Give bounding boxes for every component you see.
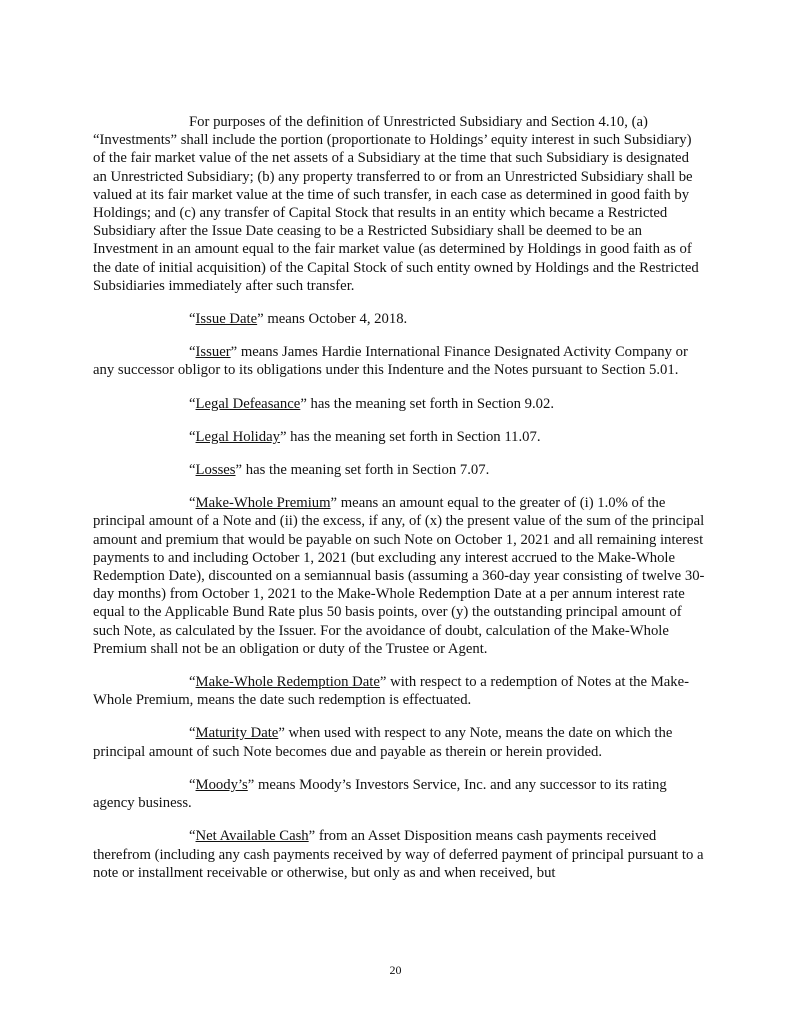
definition-text: has the meaning set forth in Section 7.07. <box>242 462 490 479</box>
defined-term: Issuer <box>195 344 231 361</box>
definition-issue-date <box>93 310 705 328</box>
definition-text: means James Hardie International Finance Designated Activity Company or any successor obligor to its obligations under this Indenture and the Notes pursuant to Section 5.01. <box>93 344 688 379</box>
quote-open: “ <box>189 776 196 793</box>
definition-text: has the meaning set forth in Section 9.02. <box>306 395 555 412</box>
quote-close: ” <box>300 395 307 412</box>
quote-close: ” <box>235 462 243 479</box>
definition-legal-defeasance <box>93 395 705 413</box>
quote-open: “ <box>189 828 196 845</box>
definition-text: has the meaning set forth in Section 11.07. <box>286 428 541 445</box>
quote-close: ” <box>308 828 316 845</box>
quote-open: “ <box>189 311 196 328</box>
quote-open: “ <box>189 462 196 479</box>
definition-losses <box>93 461 705 479</box>
quote-open: “ <box>189 428 196 445</box>
defined-term: Losses <box>195 462 236 479</box>
quote-close: ” <box>230 344 238 361</box>
definition-moodys <box>93 776 705 812</box>
quote-close: ” <box>247 776 255 793</box>
defined-term: Legal Holiday <box>195 428 280 445</box>
quote-close: ” <box>279 428 287 445</box>
definition-text: from an Asset Disposition means cash payments received therefrom (including any cash payments received by way of deferred payment of principal pursuant to a note or installment receivable or otherwise, but only as and when received, but <box>93 828 704 881</box>
definition-make-whole-redemption-date <box>93 673 705 709</box>
quote-open: “ <box>189 395 196 412</box>
definition-maturity-date <box>93 724 705 760</box>
defined-term: Legal Defeasance <box>195 395 301 412</box>
page-number: 20 <box>389 963 402 977</box>
defined-term: Issue Date <box>195 311 258 328</box>
defined-term: Maturity Date <box>195 725 279 742</box>
definition-make-whole-premium <box>93 494 705 658</box>
defined-term: Moody’s <box>195 776 248 793</box>
paragraph-investments <box>93 113 705 295</box>
quote-close: ” <box>257 311 264 328</box>
definition-text: means an amount equal to the greater of (i) 1.0% of the principal amount of a Note and (ii) the excess, if any, of (x) the present value of the sum of the principal amount and premium that would be payable on such Note on October 1, 2021 and all remaining interest payments to and including October 1, 2021 (but excluding any interest accrued to the Make-Whole Redemption Date), discounted on a semiannual basis (assuming a 360-day year consisting of twelve 30-day months) from October 1, 2021 to the Make-Whole Redemption Date at a per annum interest rate equal to the Applicable Bund Rate plus 50 basis points, over (y) the outstanding principal amount of such Note, as calculated by the Issuer. For the avoidance of doubt, calculation of the Make-Whole Premium shall not be an obligation or duty of the Trustee or Agent. <box>93 495 705 657</box>
definition-net-available-cash <box>93 827 705 882</box>
quote-open: “ <box>189 344 196 361</box>
document-page <box>93 113 705 897</box>
definition-legal-holiday <box>93 428 705 446</box>
defined-term: Net Available Cash <box>195 828 309 845</box>
defined-term: Make-Whole Premium <box>195 495 331 512</box>
quote-close: ” <box>379 674 387 691</box>
quote-open: “ <box>189 725 196 742</box>
definition-issuer <box>93 343 705 379</box>
quote-close: ” <box>330 495 338 512</box>
definition-text: means Moody’s Investors Service, Inc. and any successor to its rating agency business. <box>93 776 667 812</box>
definition-text: when used with respect to any Note, means the date on which the principal amount of such Note becomes due and payable as therein or herein provided. <box>93 725 673 760</box>
defined-term: Make-Whole Redemption Date <box>195 674 380 691</box>
quote-close: ” <box>278 725 285 742</box>
definition-text: with respect to a redemption of Notes at the Make-Whole Premium, means the date such redemption is effectuated. <box>93 674 690 709</box>
paragraph-text: For purposes of the definition of Unrestricted Subsidiary and Section 4.10, (a) “Investments” shall include the portion (proportionate to Holdings’ equity interest in such Subsidiary) of the fair market value of the net assets of a Subsidiary at the time that such Subsidiary is designated an Unrestricted Subsidiary; (b) any property transferred to or from an Unrestricted Subsidiary shall be valued at its fair market value at the time of such transfer, in each case as determined in good faith by Holdings; and (c) any transfer of Capital Stock that results in an entity which became a Restricted Subsidiary after the Issue Date ceasing to be a Restricted Subsidiary shall be deemed to be an Investment in an amount equal to the fair market value (as determined by Holdings in good faith as of the date of initial acquisition) of the Capital Stock of such entity owned by Holdings and the Restricted Subsidiaries immediately after such transfer. <box>93 114 699 294</box>
quote-open: “ <box>189 674 196 691</box>
quote-open: “ <box>189 495 196 512</box>
definition-text: means October 4, 2018. <box>263 311 408 328</box>
